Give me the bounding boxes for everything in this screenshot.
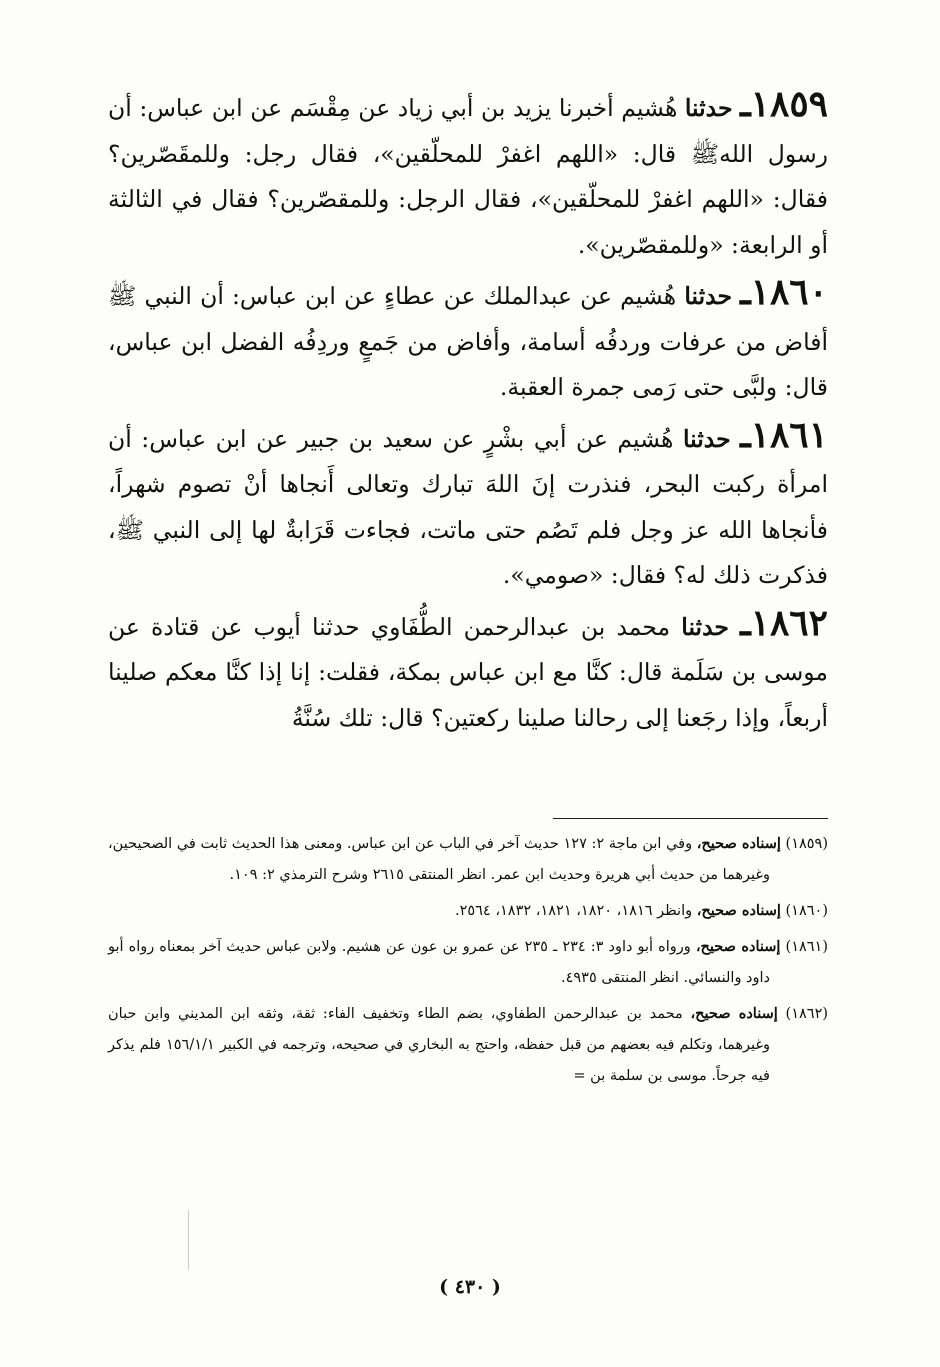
hadith-number: ١٨٦٠ـ <box>740 271 828 313</box>
hadith-number: ١٨٦١ـ <box>740 413 828 456</box>
hadith-number: ١٨٥٩ـ <box>740 83 828 125</box>
footnote-lead: إسناده صحيح، <box>695 938 781 955</box>
footnote-text: وفي ابن ماجة ٢: ١٢٧ حديث آخر في الباب عن ابن عباس. ومعنى هذا الحديث ثابت في الصحيحين، وغيرهما من حديث أبي هريرة وحديث ابن عمر. انظر المنتقى ٢٦١٥ وشرح الترمذي ٢: ١٠٩. <box>108 836 770 883</box>
hadith-text: هُشيم عن عبدالملك عن عطاءٍ عن ابن عباس: أن النبي ﷺ أفاض من عرفات وردفُه أسامة، وأفاض من جَمعٍ وردِفُه الفضل ابن عباس، قال: ولبَّى حتى رَمى جمرة العقبة. <box>108 282 828 401</box>
hadith-text: هُشيم أخبرنا يزيد بن أبي زياد عن مِقْسَم عن ابن عباس: أن رسول اللهﷺ قال: «اللهم اغفرْ للمحلّقين»، فقال رجل: وللمقَصّرين؟ فقال: «اللهم اغفرْ للمحلّقين»، فقال الرجل: وللمقصّرين؟ فقال في الثالثة أو الرابعة: «وللمقصّرين». <box>108 94 828 259</box>
footnote-text: محمد بن عبدالرحمن الطفاوي، بضم الطاء وتخفيف الفاء: ثقة، وثقه ابن المديني وابن حبان وغيرهما، وتكلم فيه بعضهم من قبل حفظه، واحتج به البخاري في صحيحه، وترجمه في الكبير ١٥٦/١/١ فلم يذكر فيه جرحاً. موسى بن سلمة بن = <box>108 1006 770 1084</box>
footnote-lead: إسناده صحيح، <box>696 902 781 919</box>
hadith-1862 <box>108 601 828 742</box>
hadith-lead: حدثنا <box>684 282 732 310</box>
footnote-1861 <box>108 931 828 994</box>
footnote-text: وانظر ١٨١٦، ١٨٢٠، ١٨٢١، ١٨٣٢، ٢٥٦٤. <box>454 903 693 919</box>
hadith-lead: حدثنا <box>684 94 733 122</box>
footnote-lead: إسناده صحيح، <box>696 835 781 852</box>
footnote-1859 <box>108 828 828 891</box>
hadith-1860 <box>108 270 828 411</box>
hadith-number: ١٨٦٢ـ <box>740 601 828 644</box>
footnote-divider <box>553 818 828 819</box>
hadith-1861 <box>108 413 828 599</box>
footnote-number: (١٨٦٢) <box>785 1006 829 1022</box>
footnote-1862 <box>108 998 828 1092</box>
footnote-number: (١٨٦٠) <box>785 903 828 919</box>
scan-artifact <box>188 1210 189 1270</box>
footnote-1860 <box>108 895 828 927</box>
hadith-lead: حدثنا <box>682 424 731 453</box>
main-text <box>108 82 828 743</box>
footnote-text: ورواه أبو داود ٣: ٢٣٤ ـ ٢٣٥ عن عمرو بن عون عن هشيم. ولابن عباس حديث آخر بمعناه رواه أبو داود والنسائي. انظر المنتقى ٤٩٣٥. <box>108 939 770 986</box>
hadith-text: هُشيم عن أبي بشْرٍ عن سعيد بن جبير عن ابن عباس: أن امرأة ركبت البحر، فنذرت إنَ اللهَ تبارك وتعالى أَنجاها أنْ تصوم شهراً، فأنجاها الله عز وجل فلم تَصُم حتى ماتت، فجاءت قَرَابةٌ لها إلى النبي ﷺ، فذكرت ذلك له؟ فقال: «صومي». <box>108 424 828 589</box>
page-number: ( ٤٣٠ ) <box>439 1276 501 1298</box>
footnote-lead: إسناده صحيح، <box>690 1005 778 1022</box>
footnotes <box>108 828 828 1096</box>
footnote-number: (١٨٥٩) <box>785 836 829 852</box>
footnote-number: (١٨٦١) <box>785 939 829 955</box>
hadith-1859 <box>108 82 828 268</box>
hadith-lead: حدثنا <box>681 612 729 641</box>
hadith-text: محمد بن عبدالرحمن الطُّفَاوي حدثنا أيوب عن قتادة عن موسى بن سَلَمة قال: كنَّا مع ابن عباس بمكة، فقلت: إنا إذا كنَّا معكم صلينا أربعاً، وإذا رجَعنا إلى رحالنا صلينا ركعتين؟ قال: تلك سُنَّةُ <box>108 612 828 732</box>
